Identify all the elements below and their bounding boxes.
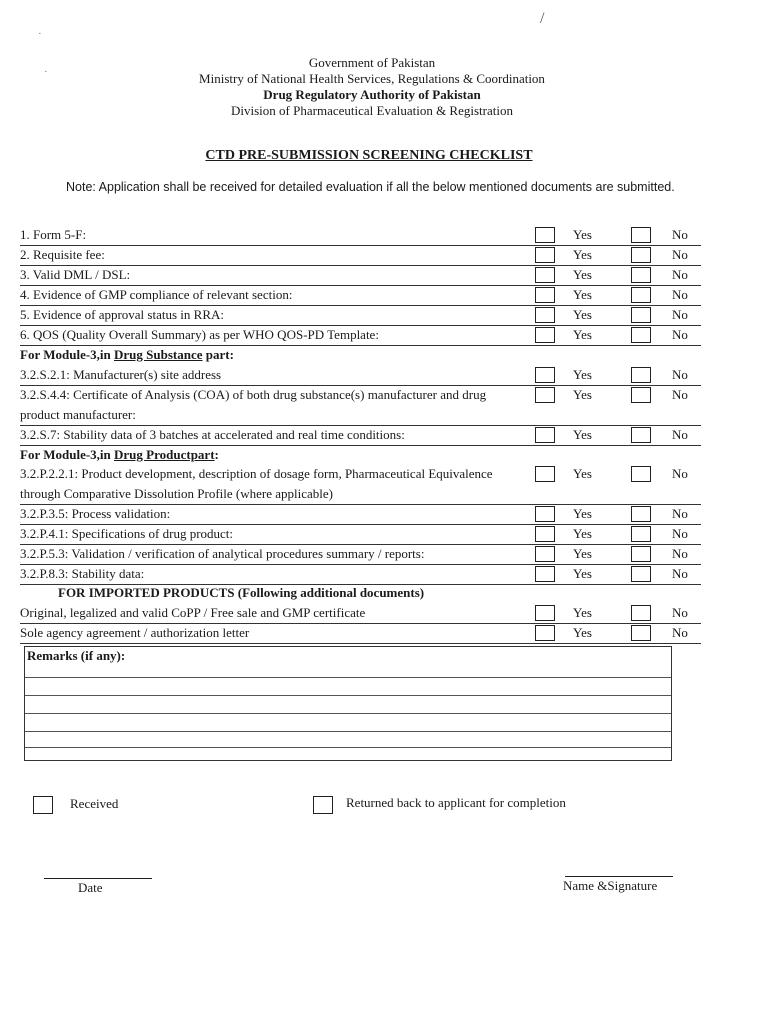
yes-checkbox[interactable] [535,625,555,641]
yes-checkbox[interactable] [535,327,555,343]
item-label: 1. Form 5-F: [20,227,87,242]
yes-label: Yes [573,566,592,581]
scan-speck: · [44,66,48,78]
scan-speck: · [38,28,42,40]
remarks-line [25,695,671,696]
received-checkbox[interactable] [33,796,53,814]
yes-checkbox[interactable] [535,427,555,443]
item-label: Sole agency agreement / authorization letter [20,625,250,640]
yes-label: Yes [573,287,592,302]
item-label: 5. Evidence of approval status in RRA: [20,307,224,322]
no-checkbox[interactable] [631,605,651,621]
remarks-line [25,747,671,748]
yes-checkbox[interactable] [535,247,555,263]
no-label: No [672,367,688,382]
instruction-note: Note: Application shall be received for detailed evaluation if all the below mentioned documents are submitted. [66,180,675,194]
no-checkbox[interactable] [631,466,651,482]
yes-checkbox[interactable] [535,566,555,582]
checklist-row [20,464,701,505]
no-label: No [672,466,688,481]
no-label: No [672,566,688,581]
item-label: 3. Valid DML / DSL: [20,267,131,282]
item-label: 3.2.S.2.1: Manufacturer(s) site address [20,367,222,382]
yes-label: Yes [573,247,592,262]
scan-mark: / [540,10,545,27]
yes-checkbox[interactable] [535,287,555,303]
yes-label: Yes [573,267,592,282]
yes-checkbox[interactable] [535,466,555,482]
yes-checkbox[interactable] [535,227,555,243]
date-line[interactable] [44,878,152,879]
yes-checkbox[interactable] [535,307,555,323]
remarks-label: Remarks (if any): [27,648,126,663]
returned-label: Returned back to applicant for completion [346,795,566,810]
yes-label: Yes [573,307,592,322]
yes-label: Yes [573,625,592,640]
no-label: No [672,247,688,262]
no-checkbox[interactable] [631,227,651,243]
returned-checkbox[interactable] [313,796,333,814]
checklist-row [20,544,701,565]
header-ministry: Ministry of National Health Services, Regulations & Coordination [199,71,545,86]
checklist-row [20,425,701,446]
checklist-row [20,623,701,644]
yes-label: Yes [573,605,592,620]
header-division: Division of Pharmaceutical Evaluation & Registration [231,103,513,118]
no-label: No [672,526,688,541]
header-government: Government of Pakistan [308,55,436,70]
item-label: Original, legalized and valid CoPP / Free sale and GMP certificate [20,605,366,620]
no-checkbox[interactable] [631,526,651,542]
item-label: 3.2.P.8.3: Stability data: [20,566,145,581]
no-checkbox[interactable] [631,247,651,263]
checklist-row [20,564,701,585]
item-label: 3.2.S.4.4: Certificate of Analysis (COA) of both drug substance(s) manufacturer and drug product manufacturer: [20,387,487,422]
signature-label: Name &Signature [563,878,658,893]
yes-checkbox[interactable] [535,367,555,383]
no-label: No [672,506,688,521]
yes-checkbox[interactable] [535,387,555,403]
item-label: 4. Evidence of GMP compliance of relevant section: [20,287,293,302]
checklist-row [20,305,701,326]
no-label: No [672,546,688,561]
yes-label: Yes [573,227,592,242]
no-label: No [672,625,688,640]
checklist-row [20,245,701,266]
checklist-row [20,603,701,624]
checklist-row [20,385,701,426]
no-label: No [672,327,688,342]
no-checkbox[interactable] [631,307,651,323]
yes-checkbox[interactable] [535,526,555,542]
yes-label: Yes [573,327,592,342]
no-checkbox[interactable] [631,387,651,403]
yes-checkbox[interactable] [535,605,555,621]
no-checkbox[interactable] [631,367,651,383]
no-checkbox[interactable] [631,506,651,522]
yes-checkbox[interactable] [535,506,555,522]
checklist-row [20,504,701,525]
date-label: Date [78,880,103,895]
remarks-line [25,677,671,678]
no-checkbox[interactable] [631,327,651,343]
yes-label: Yes [573,526,592,541]
item-label: 3.2.P.4.1: Specifications of drug product: [20,526,234,541]
document-title: CTD PRE-SUBMISSION SCREENING CHECKLIST [205,148,533,163]
section-heading-drug-substance: For Module-3,in Drug Substance part: [20,347,234,362]
no-label: No [672,307,688,322]
checklist-row [20,365,701,386]
item-label: 2. Requisite fee: [20,247,105,262]
item-label: 3.2.S.7: Stability data of 3 batches at accelerated and real time conditions: [20,427,405,442]
remarks-line [25,731,671,732]
no-label: No [672,267,688,282]
remarks-box[interactable] [24,646,672,761]
checklist-row [20,225,701,246]
yes-checkbox[interactable] [535,546,555,562]
yes-label: Yes [573,506,592,521]
yes-label: Yes [573,367,592,382]
checklist-row [20,265,701,286]
no-label: No [672,427,688,442]
checklist-row [20,285,701,306]
yes-checkbox[interactable] [535,267,555,283]
remarks-line [25,713,671,714]
item-label: 3.2.P.2.2.1: Product development, description of dosage form, Pharmaceutical Equivalence through Comparative Dissolution Profile (where applicable) [20,466,493,501]
no-label: No [672,287,688,302]
no-checkbox[interactable] [631,287,651,303]
signature-line[interactable] [565,876,673,877]
no-label: No [672,605,688,620]
no-checkbox[interactable] [631,267,651,283]
checklist-row [20,325,701,346]
no-checkbox[interactable] [631,625,651,641]
yes-label: Yes [573,466,592,481]
item-label: 3.2.P.5.3: Validation / verification of analytical procedures summary / reports: [20,546,425,561]
checklist-row [20,524,701,545]
item-label: 6. QOS (Quality Overall Summary) as per WHO QOS-PD Template: [20,327,379,342]
no-label: No [672,387,688,402]
section-heading-imported-products: FOR IMPORTED PRODUCTS (Following additional documents) [58,585,425,600]
yes-label: Yes [573,546,592,561]
no-checkbox[interactable] [631,427,651,443]
section-heading-drug-product: For Module-3,in Drug Productpart: [20,447,219,462]
header-authority: Drug Regulatory Authority of Pakistan [263,87,481,102]
no-label: No [672,227,688,242]
yes-label: Yes [573,387,592,402]
no-checkbox[interactable] [631,546,651,562]
no-checkbox[interactable] [631,566,651,582]
item-label: 3.2.P.3.5: Process validation: [20,506,171,521]
received-label: Received [70,796,119,811]
document-header [0,55,744,119]
yes-label: Yes [573,427,592,442]
